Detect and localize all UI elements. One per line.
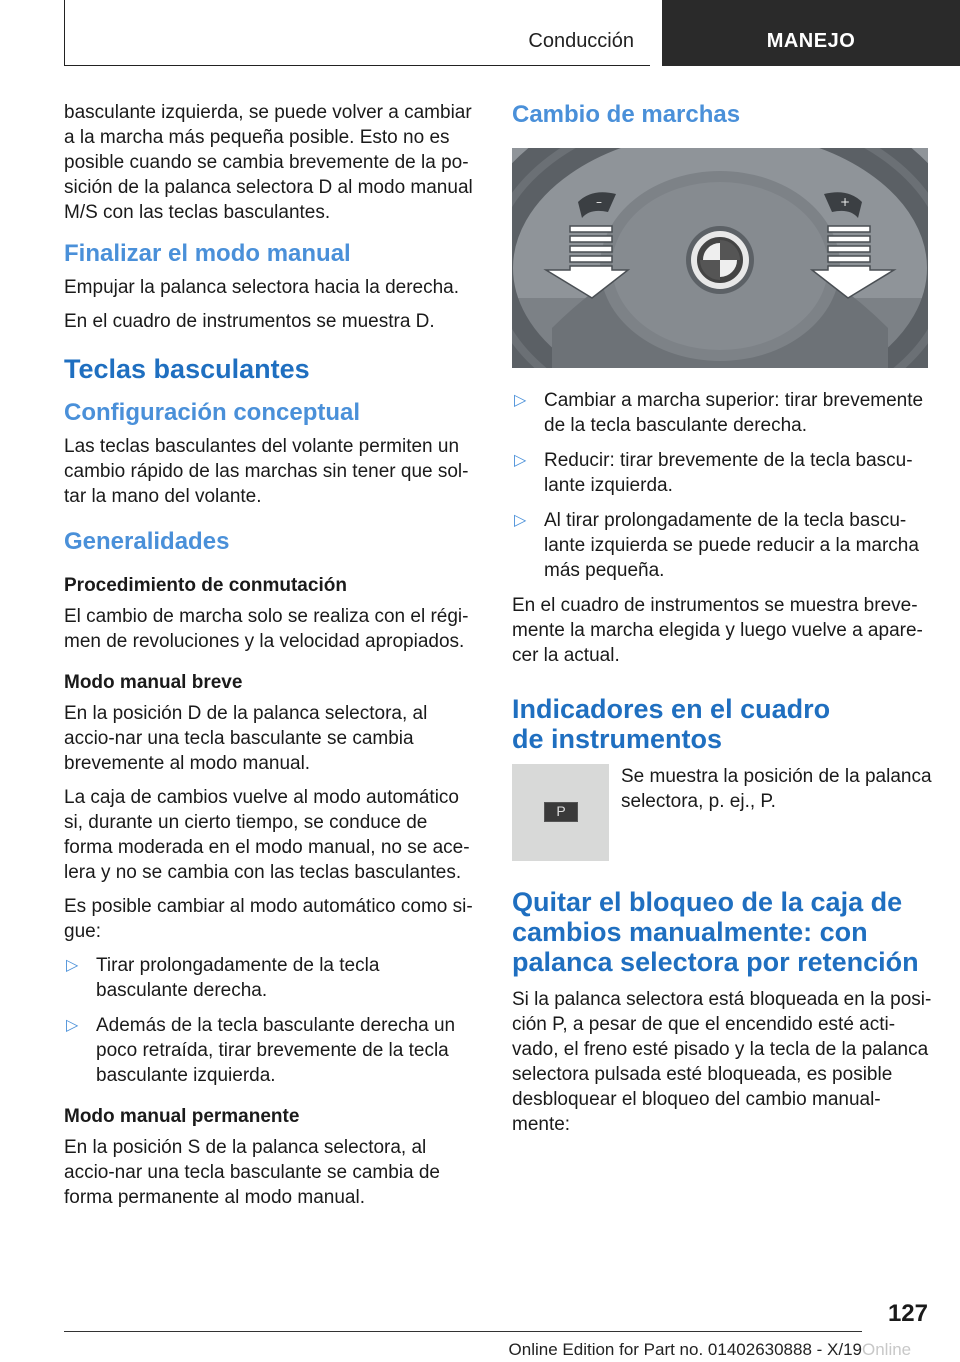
wheel-plus-label: + — [840, 195, 851, 209]
triangle-bullet-icon: ▷ — [66, 1017, 79, 1034]
proc-paragraph: El cambio de marcha solo se realiza con el régi-men de revoluciones y la velocidad apropiados. — [64, 606, 469, 652]
gear-p-icon — [544, 802, 578, 822]
triangle-bullet-icon: ▷ — [514, 452, 527, 469]
heading-teclas: Teclas basculantes — [64, 354, 310, 384]
list-item: ▷ Tirar prolongadamente de la tecla basculante derecha. — [66, 955, 380, 1001]
heading-breve: Modo manual breve — [64, 672, 243, 693]
list-item: ▷ Además de la tecla basculante derecha un poco retraída, tirar brevemente de la tecla basculante izquierda. — [66, 1015, 456, 1086]
triangle-bullet-icon: ▷ — [514, 392, 527, 409]
heading-finalizar: Finalizar el modo manual — [64, 240, 351, 267]
heading-cambio: Cambio de marchas — [512, 101, 741, 128]
page-header — [64, 0, 960, 66]
list-item: ▷ Al tirar prolongadamente de la tecla bascu-lante izquierda se puede reducir a la marcha más pequeña. — [514, 510, 919, 581]
finalizar-paragraph-1: Empujar la palanca selectora hacia la derecha. — [64, 277, 460, 298]
footer-divider — [64, 1331, 862, 1332]
quitar-paragraph: Si la palanca selectora está bloqueada en la posi-ción P, a pesar de que el encendido esté acti-vado, el freno esté pisado y la tecla de la palanca selectora pulsada esté bloqueada, es posible desbloquear el bloqueo del cambio manual-mente: — [512, 989, 932, 1135]
heading-quitar: Quitar el bloqueo de la caja de cambios manualmente: con palanca selectora por retención — [512, 887, 919, 977]
page-number: 127 — [887, 1300, 928, 1327]
wheel-minus-label: – — [596, 195, 602, 209]
left-column — [64, 100, 476, 1219]
heading-generalidades: Generalidades — [64, 528, 230, 555]
heading-config: Configuración conceptual — [64, 399, 361, 426]
heading-indicadores: Indicadores en el cuadro de instrumentos — [512, 694, 831, 754]
gear-indicator-image — [512, 764, 609, 861]
indicator-row — [512, 764, 932, 861]
footer-watermark: Online — [862, 1340, 912, 1359]
finalizar-paragraph-2: En el cuadro de instrumentos se muestra D. — [64, 311, 435, 332]
heading-permanente: Modo manual permanente — [64, 1106, 300, 1127]
heading-procedimiento: Procedimiento de conmutación — [64, 575, 347, 596]
breve-bullet-list — [64, 953, 476, 1088]
triangle-bullet-icon: ▷ — [66, 957, 79, 974]
list-item: ▷ Cambiar a marcha superior: tirar brevemente de la tecla basculante derecha. — [514, 390, 924, 436]
cambio-paragraph: En el cuadro de instrumentos se muestra breve-mente la marcha elegida y luego vuelve a apare-cer la actual. — [512, 595, 923, 666]
chapter-tab: MANEJO — [662, 0, 960, 66]
breve-paragraph-1: En la posición D de la palanca selectora, al accio-nar una tecla basculante se cambia brevemente al modo manual. — [64, 703, 428, 774]
triangle-bullet-icon: ▷ — [514, 512, 527, 529]
perm-paragraph: En la posición S de la palanca selectora, al accio-nar una tecla basculante se cambia de forma permanente al modo manual. — [64, 1137, 441, 1208]
indicator-paragraph: Se muestra la posición de la palanca selectora, p. ej., P. — [621, 766, 932, 812]
intro-paragraph: basculante izquierda, se puede volver a cambiar a la marcha más pequeña posible. Esto no es posible cuando se cambia brevemente de la po-sición de la palanca selectora D al modo manual M/S con las teclas basculantes. — [64, 102, 473, 223]
footer-edition: Online Edition for Part no. 01402630888 - X/19 — [508, 1340, 862, 1359]
config-paragraph: Las teclas basculantes del volante permiten un cambio rápido de las marchas sin tener que sol-tar la mano del volante. — [64, 436, 469, 507]
gear-p-symbol: P — [556, 803, 566, 819]
cambio-bullet-list — [512, 388, 932, 583]
list-item: ▷ Reducir: tirar brevemente de la tecla bascu-lante izquierda. — [514, 450, 913, 496]
breve-paragraph-2: La caja de cambios vuelve al modo automático si, durante un cierto tiempo, se conduce de forma moderada en el modo manual, no se ace-lera y no se cambia con las teclas basculantes. — [64, 787, 470, 883]
breve-paragraph-3: Es posible cambiar al modo automático como si-gue: — [64, 896, 473, 942]
steering-wheel-icon — [512, 148, 928, 368]
section-label: Conducción — [528, 30, 634, 52]
steering-wheel-illustration — [512, 148, 928, 368]
right-column — [512, 100, 932, 1146]
